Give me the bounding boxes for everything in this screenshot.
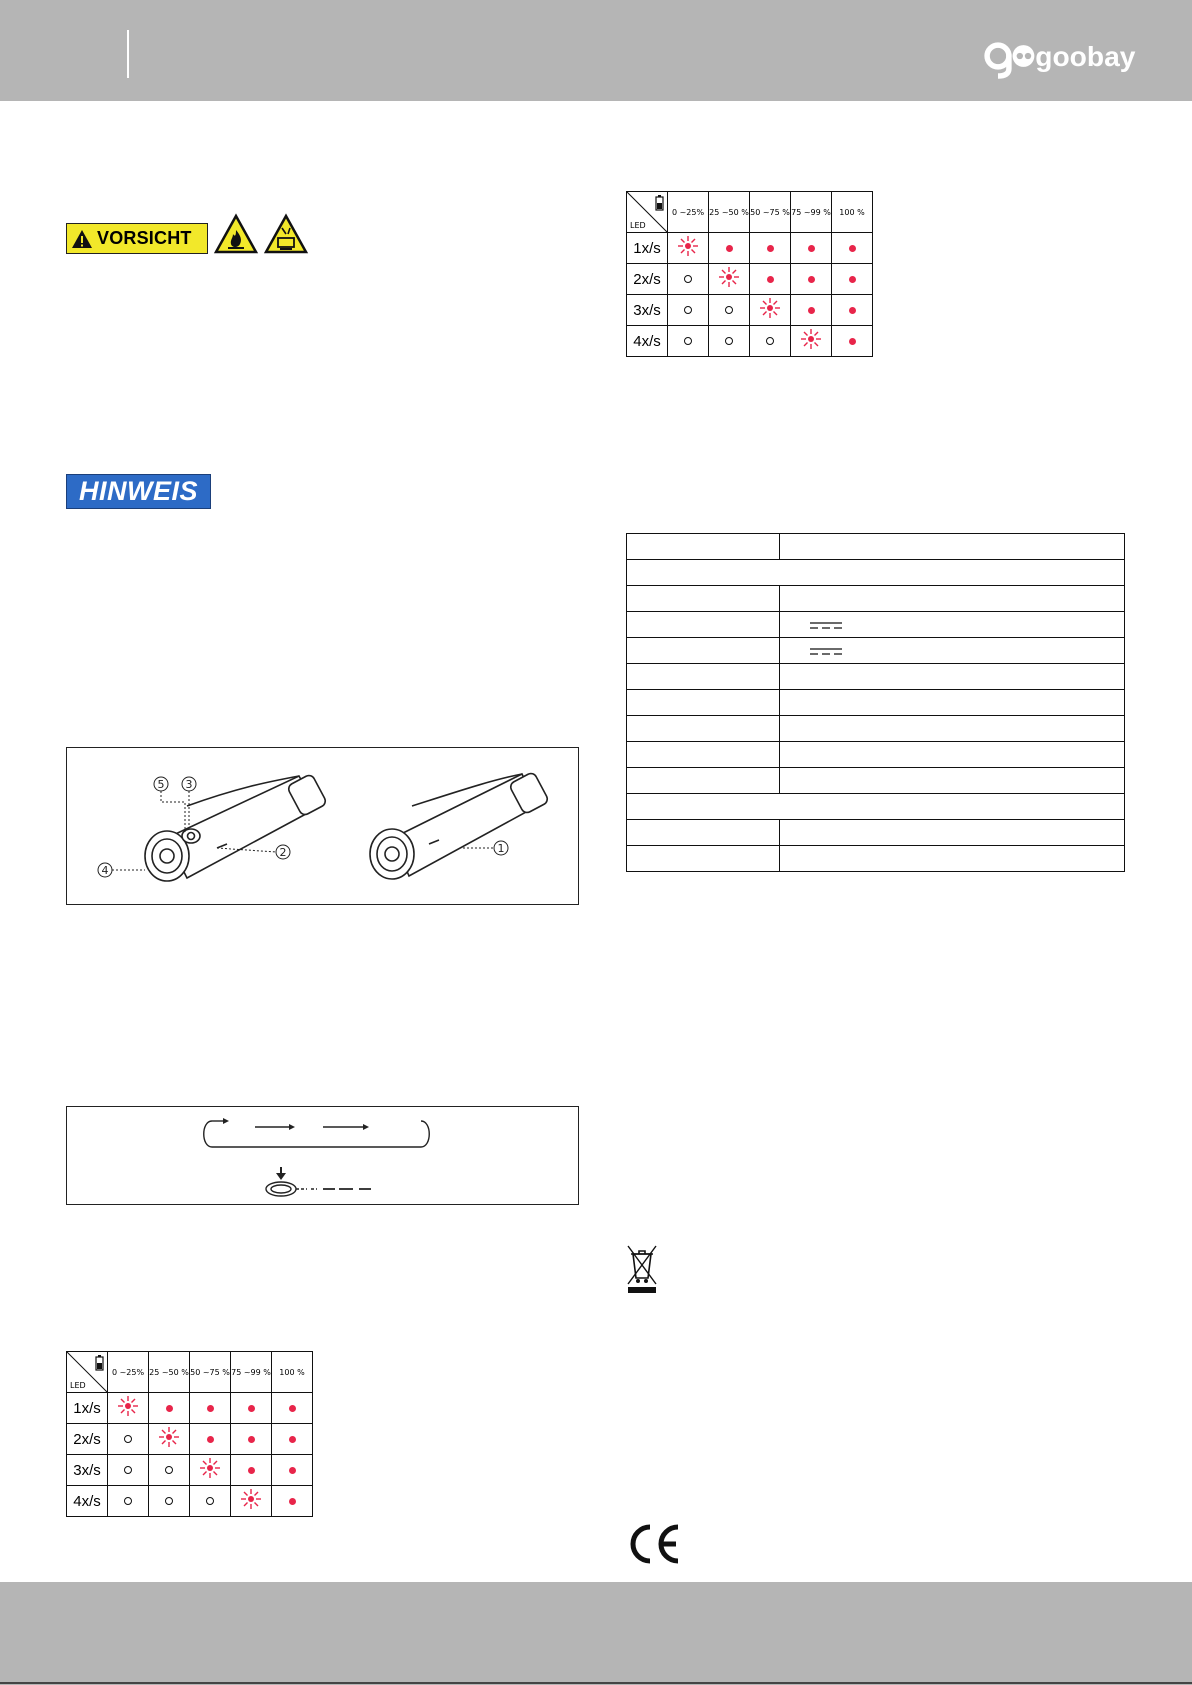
led-state-cell <box>709 264 750 295</box>
led-state-cell <box>272 1424 313 1455</box>
led-state-cell <box>832 295 873 326</box>
led-state-cell <box>668 233 709 264</box>
led-state-cell <box>231 1486 272 1517</box>
led-state-cell <box>668 326 709 357</box>
led-state-cell <box>231 1424 272 1455</box>
led-on-indicator <box>248 1405 255 1412</box>
led-state-cell <box>832 264 873 295</box>
led-table-corner <box>67 1352 108 1393</box>
led-on-indicator <box>726 245 733 252</box>
table-row <box>627 612 1125 638</box>
blink-indicator <box>240 1488 262 1510</box>
led-on-indicator <box>849 338 856 345</box>
device-figure <box>66 747 579 905</box>
led-off-indicator <box>165 1466 173 1474</box>
level-header: 100 % <box>832 192 873 233</box>
arrow-right-icon <box>289 1124 295 1130</box>
callout-1: 1 <box>497 842 505 855</box>
led-state-cell <box>190 1486 231 1517</box>
table-row <box>627 742 1125 768</box>
footer-bar <box>0 1582 1192 1685</box>
led-on-indicator <box>166 1405 173 1412</box>
table-row <box>627 794 1125 820</box>
table-row <box>627 846 1125 872</box>
led-state-cell <box>149 1486 190 1517</box>
led-state-cell <box>231 1393 272 1424</box>
blink-rate-label: 1x/s <box>67 1393 108 1424</box>
table-row <box>627 560 1125 586</box>
caution-label <box>66 223 208 254</box>
level-header: 0 ~25% <box>668 192 709 233</box>
table-row <box>627 716 1125 742</box>
caution-text: VORSICHT <box>97 228 192 248</box>
led-state-cell <box>108 1424 149 1455</box>
callout-2: 2 <box>279 846 287 859</box>
table-row <box>627 295 873 326</box>
table-row <box>627 664 1125 690</box>
led-on-indicator <box>767 276 774 283</box>
led-state-cell <box>668 295 709 326</box>
corrosive-icon <box>264 214 308 254</box>
led-state-cell <box>791 264 832 295</box>
led-on-indicator <box>808 276 815 283</box>
led-on-indicator <box>289 1498 296 1505</box>
flammable-icon <box>214 214 258 254</box>
level-header: 25 ~50 % <box>709 192 750 233</box>
blink-rate-label: 2x/s <box>627 264 668 295</box>
led-on-indicator <box>248 1467 255 1474</box>
table-row <box>627 586 1125 612</box>
led-off-indicator <box>124 1466 132 1474</box>
led-on-indicator <box>808 245 815 252</box>
led-state-cell <box>709 295 750 326</box>
blink-rate-label: 3x/s <box>627 295 668 326</box>
weee-bin-icon <box>626 1244 658 1294</box>
led-off-indicator <box>766 337 774 345</box>
led-state-cell <box>149 1424 190 1455</box>
led-on-indicator <box>289 1436 296 1443</box>
callout-3: 3 <box>185 778 193 791</box>
table-row <box>67 1455 313 1486</box>
table-row <box>67 1393 313 1424</box>
led-state-cell <box>750 233 791 264</box>
blink-indicator <box>117 1395 139 1417</box>
led-state-cell <box>108 1393 149 1424</box>
blink-rate-label: 4x/s <box>627 326 668 357</box>
table-row <box>627 690 1125 716</box>
led-on-indicator <box>289 1467 296 1474</box>
brand-text: goobay <box>1035 40 1136 72</box>
led-state-cell <box>190 1393 231 1424</box>
led-corner-label: LED <box>70 1381 86 1390</box>
level-header: 0 ~25% <box>108 1352 149 1393</box>
goobay-logo <box>978 36 1136 76</box>
mode-cycle-diagram <box>67 1107 578 1204</box>
led-state-cell <box>668 264 709 295</box>
table-row <box>627 264 873 295</box>
warning-triangle-icon <box>71 229 93 249</box>
arrow-right-icon <box>223 1118 229 1124</box>
blink-indicator <box>158 1426 180 1448</box>
led-on-indicator <box>808 307 815 314</box>
level-header: 50 ~75 % <box>190 1352 231 1393</box>
led-off-indicator <box>684 337 692 345</box>
led-state-cell <box>791 233 832 264</box>
led-state-cell <box>190 1455 231 1486</box>
flashlight-drawing <box>67 748 578 904</box>
led-state-cell <box>272 1393 313 1424</box>
led-state-cell <box>149 1393 190 1424</box>
led-off-indicator <box>124 1435 132 1443</box>
led-on-indicator <box>289 1405 296 1412</box>
blink-indicator <box>759 297 781 319</box>
blink-rate-label: 3x/s <box>67 1455 108 1486</box>
table-row <box>627 534 1125 560</box>
arrow-right-icon <box>363 1124 369 1130</box>
led-state-cell <box>231 1455 272 1486</box>
led-off-indicator <box>684 275 692 283</box>
table-row <box>627 326 873 357</box>
spec-table <box>626 533 1125 872</box>
led-state-cell <box>272 1486 313 1517</box>
blink-indicator <box>677 235 699 257</box>
led-state-cell <box>791 295 832 326</box>
led-off-indicator <box>684 306 692 314</box>
table-row <box>627 820 1125 846</box>
led-state-cell <box>750 326 791 357</box>
table-row <box>627 768 1125 794</box>
note-label: HINWEIS <box>66 474 211 509</box>
footer-line <box>0 1682 1192 1684</box>
led-state-cell <box>750 264 791 295</box>
table-row <box>67 1486 313 1517</box>
blink-indicator <box>199 1457 221 1479</box>
led-on-indicator <box>207 1436 214 1443</box>
led-state-cell <box>750 295 791 326</box>
led-state-cell <box>791 326 832 357</box>
blink-indicator <box>718 266 740 288</box>
led-on-indicator <box>207 1405 214 1412</box>
arrow-down-icon <box>276 1173 286 1180</box>
dc-symbol-icon <box>810 647 842 656</box>
blink-indicator <box>800 328 822 350</box>
led-table-right <box>626 191 873 357</box>
blink-rate-label: 2x/s <box>67 1424 108 1455</box>
led-state-cell <box>108 1486 149 1517</box>
level-header: 50 ~75 % <box>750 192 791 233</box>
led-on-indicator <box>849 307 856 314</box>
led-state-cell <box>832 326 873 357</box>
level-header: 75 ~99 % <box>231 1352 272 1393</box>
led-table-left <box>66 1351 313 1517</box>
led-state-cell <box>190 1424 231 1455</box>
led-state-cell <box>832 233 873 264</box>
led-off-indicator <box>206 1497 214 1505</box>
table-row <box>67 1424 313 1455</box>
table-row <box>627 638 1125 664</box>
led-on-indicator <box>849 276 856 283</box>
dc-symbol-icon <box>810 621 842 630</box>
callout-5: 5 <box>157 778 165 791</box>
led-table-corner <box>627 192 668 233</box>
led-on-indicator <box>248 1436 255 1443</box>
blink-rate-label: 1x/s <box>627 233 668 264</box>
led-state-cell <box>272 1455 313 1486</box>
header-divider <box>127 30 129 78</box>
led-state-cell <box>709 233 750 264</box>
mode-cycle-figure <box>66 1106 579 1205</box>
led-state-cell <box>108 1455 149 1486</box>
led-corner-label: LED <box>630 221 646 230</box>
led-rows <box>627 233 873 357</box>
table-row <box>627 233 873 264</box>
led-rows <box>67 1393 313 1517</box>
led-on-indicator <box>849 245 856 252</box>
led-state-cell <box>709 326 750 357</box>
led-off-indicator <box>124 1497 132 1505</box>
level-header: 25 ~50 % <box>149 1352 190 1393</box>
led-state-cell <box>149 1455 190 1486</box>
level-header: 100 % <box>272 1352 313 1393</box>
callout-4: 4 <box>101 864 109 877</box>
led-off-indicator <box>165 1497 173 1505</box>
led-off-indicator <box>725 337 733 345</box>
ce-mark-icon <box>626 1524 682 1564</box>
led-off-indicator <box>725 306 733 314</box>
blink-rate-label: 4x/s <box>67 1486 108 1517</box>
led-on-indicator <box>767 245 774 252</box>
level-header: 75 ~99 % <box>791 192 832 233</box>
